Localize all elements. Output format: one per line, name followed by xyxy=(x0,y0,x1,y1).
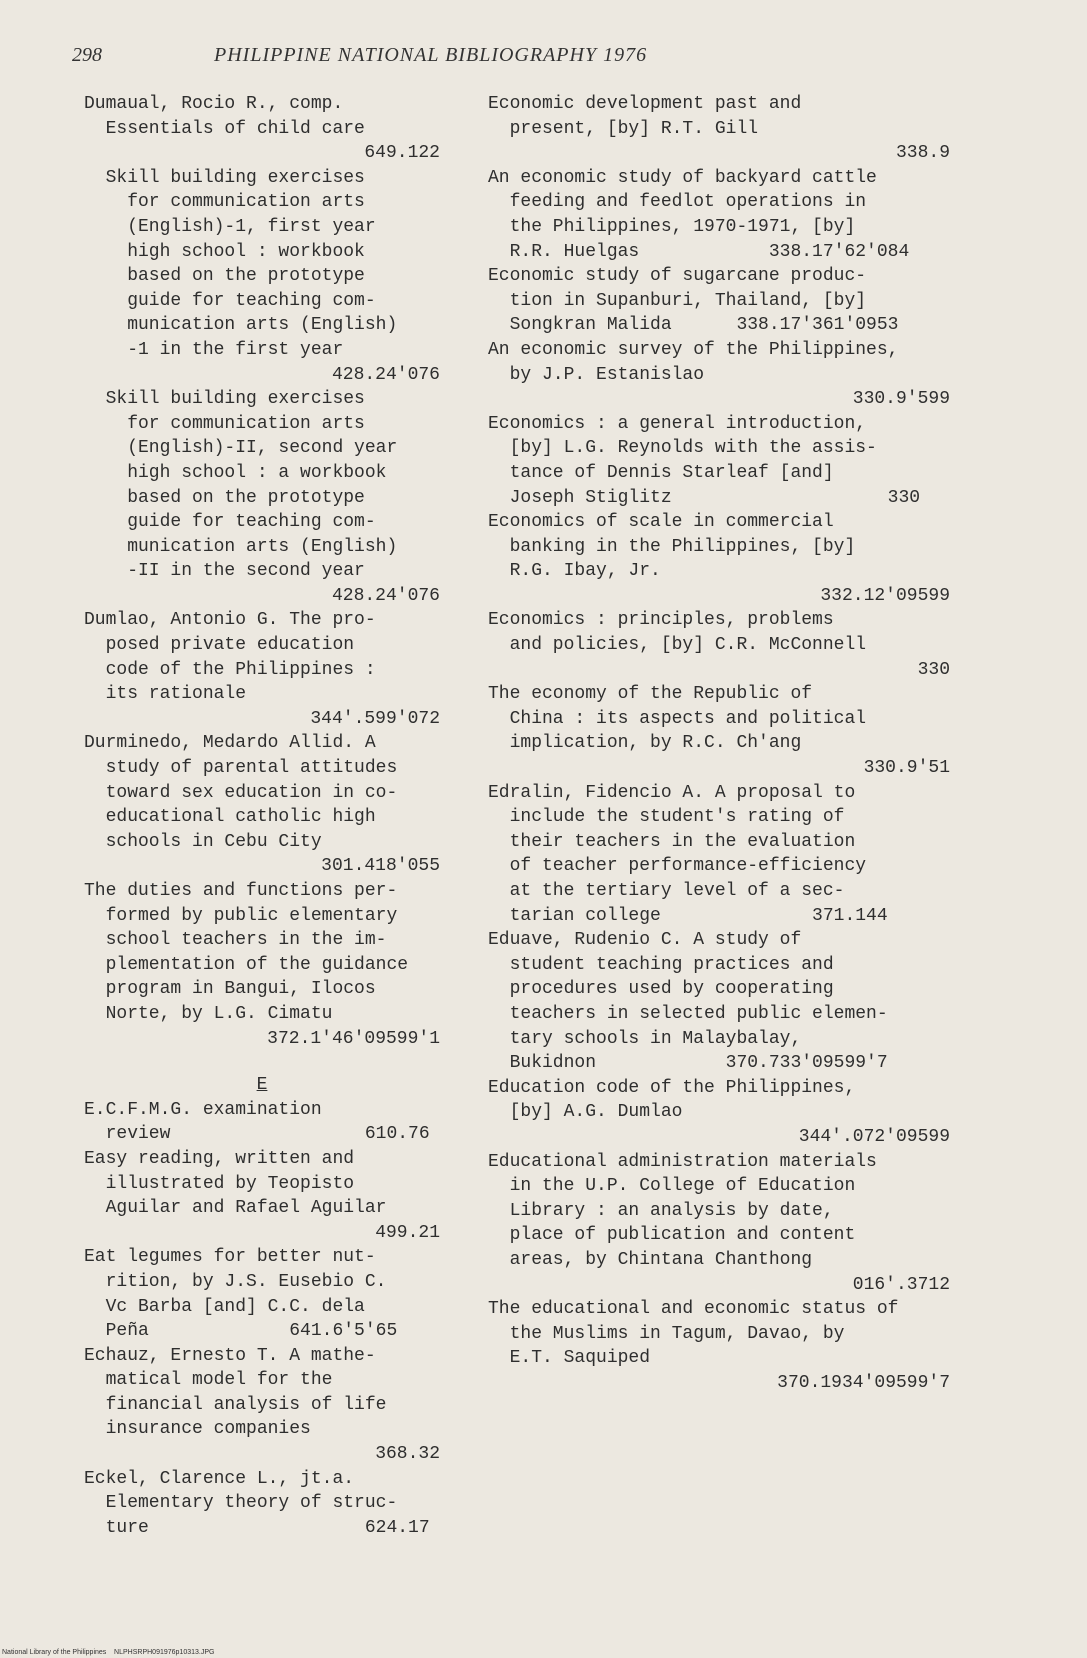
entry-line: present, [by] R.T. Gill xyxy=(488,118,759,139)
bibliography-entry xyxy=(488,928,950,1076)
entry-line: The duties and functions per- xyxy=(84,881,398,901)
entry-line: toward sex education in co- xyxy=(84,782,398,803)
bibliography-entry xyxy=(488,608,950,682)
call-number: 428.24'076 xyxy=(331,364,440,385)
call-number: 499.21 xyxy=(375,1222,440,1243)
bibliography-entry xyxy=(84,1245,440,1343)
bibliography-entry xyxy=(488,781,950,929)
entry-line: teachers in selected public elemen- xyxy=(488,1003,888,1024)
entry-line: Durminedo, Medardo Allid. A xyxy=(84,733,376,754)
page-number: 298 xyxy=(72,44,102,66)
entry-line: -1 in the first year xyxy=(84,339,344,360)
bibliography-entry xyxy=(84,387,440,608)
entry-line: the Muslims in Tagum, Davao, by xyxy=(488,1323,845,1344)
bibliography-entry xyxy=(488,166,950,264)
entry-line: Economics : a general introduction, xyxy=(488,413,867,434)
call-number: 338.9 xyxy=(895,143,950,164)
entry-line: plementation of the guidance xyxy=(84,954,409,975)
entry-line: posed private education xyxy=(84,635,355,656)
entry-line: formed by public elementary xyxy=(84,905,398,926)
entry-line: high school : workbook xyxy=(84,241,365,262)
bibliography-entry xyxy=(488,264,950,338)
running-title: PHILIPPINE NATIONAL BIBLIOGRAPHY 1976 xyxy=(214,44,648,66)
entry-line: R.G. Ibay, Jr. xyxy=(488,561,661,582)
entry-line: student teaching practices and xyxy=(488,954,834,975)
entry-line: Echauz, Ernesto T. A mathe- xyxy=(84,1345,376,1366)
entry-line: tion in Supanburi, Thailand, [by] xyxy=(488,290,867,311)
bibliography-entry xyxy=(488,338,950,412)
entry-line: review 610.76 xyxy=(84,1124,430,1145)
entry-line: Skill building exercises xyxy=(84,389,365,410)
entry-line: based on the prototype xyxy=(84,487,365,508)
entry-line: The educational and economic status of xyxy=(488,1299,899,1320)
entry-line: An economic survey of the Philippines, xyxy=(488,339,899,360)
entry-line: in the U.P. College of Education xyxy=(488,1176,856,1197)
call-number: 330.9'51 xyxy=(863,758,950,779)
entry-line: An economic study of backyard cattle xyxy=(488,167,877,188)
entry-line: program in Bangui, Ilocos xyxy=(84,979,376,1000)
entry-line: tance of Dennis Starleaf [and] xyxy=(488,462,834,483)
call-number: 344'.599'072 xyxy=(310,708,440,729)
entry-line: study of parental attitudes xyxy=(84,758,398,779)
entry-line: Elementary theory of struc- xyxy=(84,1493,398,1514)
entry-line: the Philippines, 1970-1971, [by] xyxy=(488,216,856,237)
section-heading: E xyxy=(256,1075,268,1096)
entry-line: Economic study of sugarcane produc- xyxy=(488,266,867,287)
entry-line: feeding and feedlot operations in xyxy=(488,192,867,213)
entry-line: Edralin, Fidencio A. A proposal to xyxy=(488,782,856,803)
entry-line: for communication arts xyxy=(84,192,365,213)
entry-line: Economics of scale in commercial xyxy=(488,512,834,533)
entry-line: include the student's rating of xyxy=(488,807,845,828)
entry-line: areas, by Chintana Chanthong xyxy=(488,1249,813,1270)
entry-line: implication, by R.C. Ch'ang xyxy=(488,733,802,754)
call-number: 372.1'46'09599'1 xyxy=(267,1028,440,1049)
call-number: 332.12'09599 xyxy=(820,585,950,606)
entry-line: Eckel, Clarence L., jt.a. xyxy=(84,1468,355,1489)
bibliography-entry xyxy=(84,92,440,166)
entry-line: Vc Barba [and] C.C. dela xyxy=(84,1296,365,1317)
entry-line: Eat legumes for better nut- xyxy=(84,1247,376,1268)
entry-line: insurance companies xyxy=(84,1419,311,1440)
entry-line: E.T. Saquiped xyxy=(488,1348,651,1369)
entry-line: tarian college 371.144 xyxy=(488,905,888,926)
call-number: 649.122 xyxy=(364,143,440,164)
entry-line: procedures used by cooperating xyxy=(488,979,834,1000)
bibliography-entry xyxy=(84,1147,440,1245)
entry-line: of teacher performance-efficiency xyxy=(488,856,867,877)
entry-line: China : its aspects and political xyxy=(488,708,867,729)
left-column xyxy=(84,92,440,1540)
entry-line: Library : an analysis by date, xyxy=(488,1200,834,1221)
call-number: 428.24'076 xyxy=(331,585,440,606)
call-number: 016'.3712 xyxy=(852,1274,950,1295)
entry-line: for communication arts xyxy=(84,413,365,434)
call-number: 330.9'599 xyxy=(852,389,950,410)
entry-line: and policies, [by] C.R. McConnell xyxy=(488,635,867,656)
entry-line: ture 624.17 xyxy=(84,1517,430,1538)
entry-line: [by] L.G. Reynolds with the assis- xyxy=(488,438,877,459)
entry-line: Educational administration materials xyxy=(488,1151,877,1172)
entry-line: by J.P. Estanislao xyxy=(488,364,705,385)
bibliography-entry xyxy=(488,412,950,510)
entry-line: code of the Philippines : xyxy=(84,659,376,680)
entry-line: Education code of the Philippines, xyxy=(488,1077,856,1098)
entry-line: Eduave, Rudenio C. A study of xyxy=(488,930,802,951)
entry-line: its rationale xyxy=(84,684,247,705)
call-number: 330 xyxy=(917,659,950,680)
entry-line: banking in the Philippines, [by] xyxy=(488,536,856,557)
entry-line: place of publication and content xyxy=(488,1225,856,1246)
entry-line: munication arts (English) xyxy=(84,536,398,557)
entry-line: Easy reading, written and xyxy=(84,1148,355,1169)
entry-line: financial analysis of life xyxy=(84,1394,387,1415)
entry-line: illustrated by Teopisto xyxy=(84,1173,355,1194)
bibliography-entry xyxy=(84,879,440,1051)
entry-line: matical model for the xyxy=(84,1370,333,1391)
call-number: 368.32 xyxy=(375,1444,440,1465)
entry-line: rition, by J.S. Eusebio C. xyxy=(84,1271,387,1292)
bibliography-entry xyxy=(84,731,440,879)
entry-line: educational catholic high xyxy=(84,807,376,828)
entry-line: based on the prototype xyxy=(84,266,365,287)
entry-line: tary schools in Malaybalay, xyxy=(488,1028,802,1049)
bibliography-entry xyxy=(488,1076,950,1150)
right-column xyxy=(488,92,950,1395)
entry-line: Dumlao, Antonio G. The pro- xyxy=(84,610,376,631)
entry-line: (English)-II, second year xyxy=(84,438,398,459)
bibliography-entry xyxy=(84,166,440,387)
entry-line: E.C.F.M.G. examination xyxy=(84,1099,322,1120)
bibliography-entry xyxy=(488,682,950,780)
page-header xyxy=(72,44,1087,74)
entry-line: Dumaual, Rocio R., comp. xyxy=(84,94,344,114)
entry-line: guide for teaching com- xyxy=(84,512,376,533)
entry-line: -II in the second year xyxy=(84,561,365,582)
bibliography-entry xyxy=(84,608,440,731)
entry-line: Aguilar and Rafael Aguilar xyxy=(84,1198,387,1219)
bibliography-entry xyxy=(488,92,950,166)
entry-line: school teachers in the im- xyxy=(84,930,387,951)
entry-line: munication arts (English) xyxy=(84,315,398,336)
entry-line: Peña 641.6'5'65 xyxy=(84,1321,398,1342)
bibliography-entry xyxy=(488,1150,950,1298)
entry-line: R.R. Huelgas 338.17'62'084 xyxy=(488,241,910,262)
entry-line: Joseph Stiglitz 330 xyxy=(488,487,921,508)
call-number: 344'.072'09599 xyxy=(798,1126,950,1147)
entry-line: their teachers in the evaluation xyxy=(488,831,856,852)
entry-line: Bukidnon 370.733'09599'7 xyxy=(488,1053,888,1074)
entry-line: high school : a workbook xyxy=(84,462,387,483)
entry-line: (English)-1, first year xyxy=(84,216,376,237)
call-number: 370.1934'09599'7 xyxy=(777,1372,950,1393)
entry-line: Norte, by L.G. Cimatu xyxy=(84,1003,333,1024)
entry-line: schools in Cebu City xyxy=(84,831,322,852)
entry-line: [by] A.G. Dumlao xyxy=(488,1102,683,1123)
entry-line: Skill building exercises xyxy=(84,167,365,188)
bibliography-entry xyxy=(84,1467,440,1541)
bibliography-entry xyxy=(488,1297,950,1395)
call-number: 301.418'055 xyxy=(321,856,440,877)
entry-line: Economics : principles, problems xyxy=(488,610,834,631)
bibliography-entry xyxy=(84,1344,440,1467)
entry-line: Essentials of child care xyxy=(84,118,365,139)
entry-line: The economy of the Republic of xyxy=(488,684,813,705)
bibliography-entry xyxy=(488,510,950,608)
entry-line: guide for teaching com- xyxy=(84,290,376,311)
entry-line: Economic development past and xyxy=(488,94,802,114)
entry-line: Songkran Malida 338.17'361'0953 xyxy=(488,315,899,336)
bibliography-entry xyxy=(84,1098,440,1147)
scan-footer: National Library of the Philippines NLPHSRPH091976p10313.JPG xyxy=(2,1649,215,1656)
entry-line: at the tertiary level of a sec- xyxy=(488,881,845,901)
